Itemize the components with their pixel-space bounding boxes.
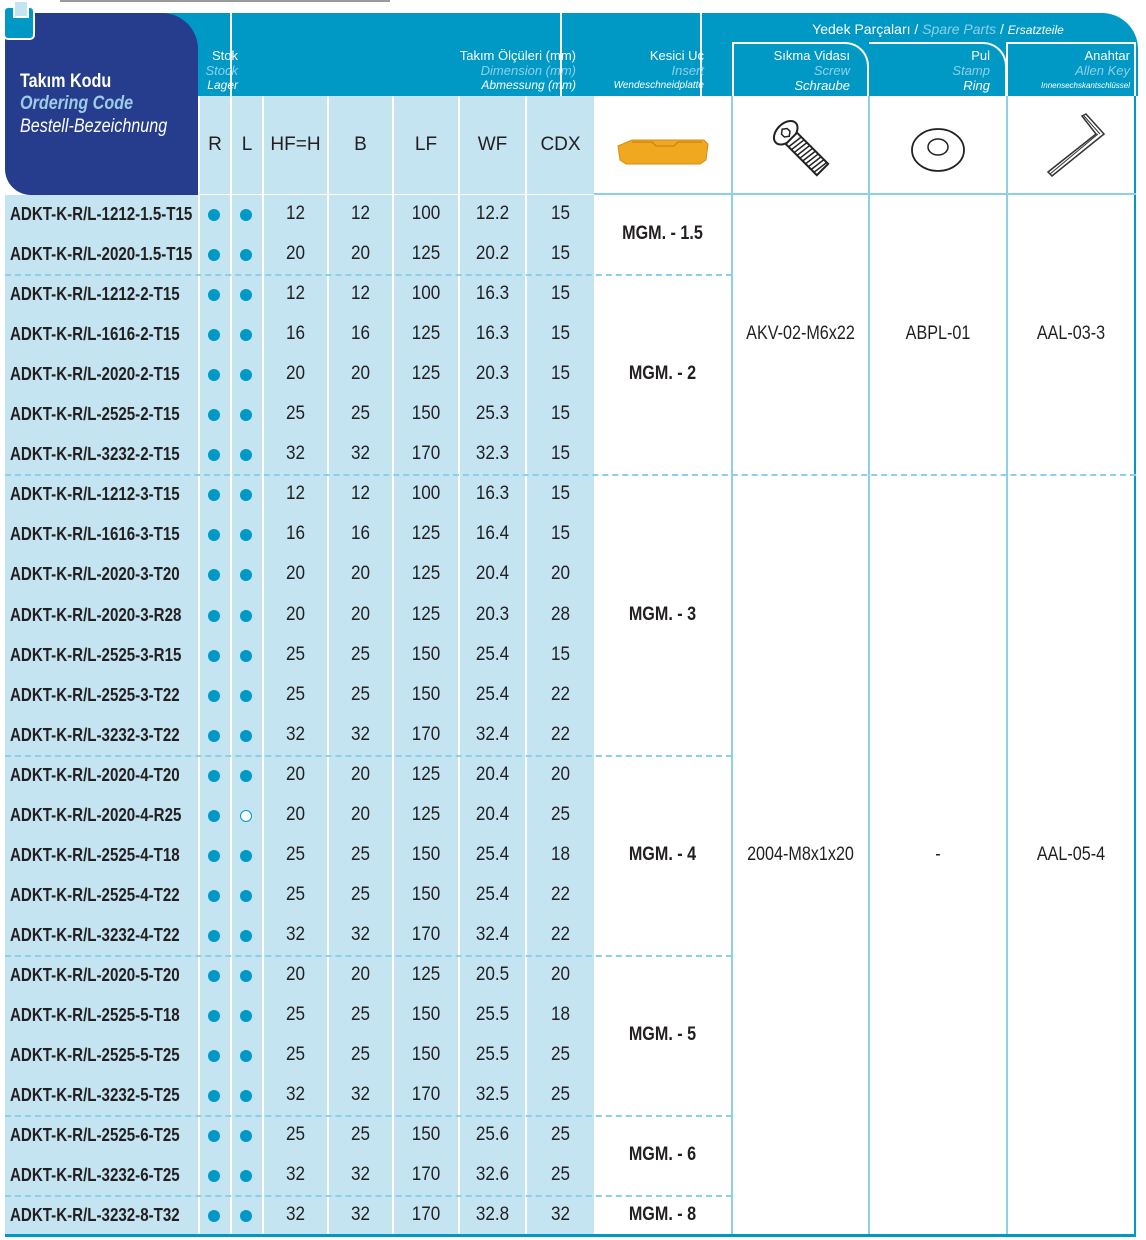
cell-cdx: 15 (550, 443, 571, 465)
stock-filled-dot-icon (208, 209, 220, 221)
stock-filled-dot-icon (240, 1010, 252, 1022)
cell-hf: 32 (285, 1164, 306, 1186)
insert-label: MGM. - 6 (628, 1144, 697, 1166)
ordering-code: ADKT-K-R/L-2020-5-T20 (10, 964, 180, 985)
cell-cdx: 22 (550, 683, 571, 705)
cell-hf: 20 (285, 363, 306, 385)
cell-b: 25 (350, 1124, 371, 1146)
cell-wf: 12.2 (475, 203, 510, 224)
cell-hf: 16 (285, 523, 306, 545)
group-divider (5, 274, 732, 276)
insert-tr: Kesici Uç (649, 48, 704, 63)
cell-hf: 32 (285, 1084, 306, 1106)
cell-cdx: 15 (550, 523, 571, 545)
divider (198, 96, 200, 1234)
cell-cdx: 22 (550, 923, 571, 945)
cell-hf: 20 (285, 243, 306, 265)
ordering-code: ADKT-K-R/L-1212-2-T15 (10, 284, 180, 305)
stock-filled-dot-icon (208, 249, 220, 261)
cell-hf: 12 (285, 283, 306, 305)
cell-lf: 150 (411, 403, 441, 425)
screw-tr: Sıkma Vidası (773, 48, 850, 63)
cell-b: 25 (350, 683, 371, 705)
allen-key-icon (1042, 110, 1112, 185)
cell-wf: 25.4 (475, 643, 510, 665)
stock-de: Lager (207, 78, 238, 92)
cell-wf: 20.5 (475, 963, 510, 985)
cell-lf: 150 (411, 683, 441, 705)
cell-lf: 150 (411, 643, 441, 665)
cell-b: 32 (350, 1164, 371, 1186)
ordering-code: ADKT-K-R/L-3232-5-T25 (10, 1085, 180, 1106)
spare-key: AAL-05-4 (1036, 843, 1106, 865)
stock-filled-dot-icon (240, 209, 252, 221)
cell-hf: 12 (285, 483, 306, 505)
cell-cdx: 25 (550, 1124, 571, 1146)
stock-filled-dot-icon (240, 650, 252, 662)
stock-filled-dot-icon (208, 1090, 220, 1102)
col-header-hf: HF=H (264, 96, 327, 194)
cell-hf: 25 (285, 683, 306, 705)
cell-hf: 25 (285, 403, 306, 425)
stock-filled-dot-icon (240, 970, 252, 982)
cell-lf: 100 (411, 483, 441, 505)
insert-label: MGM. - 1.5 (622, 223, 703, 245)
ordering-code: ADKT-K-R/L-2525-3-T22 (10, 684, 180, 705)
top-rule (60, 0, 390, 2)
cell-wf: 32.6 (475, 1164, 510, 1186)
ordering-code-header (5, 13, 198, 195)
ordering-code: ADKT-K-R/L-2020-2-T15 (10, 364, 180, 385)
cell-hf: 32 (285, 923, 306, 945)
cell-lf: 170 (411, 723, 441, 745)
spare-en: Spare Parts (922, 21, 997, 37)
cell-lf: 170 (411, 443, 441, 465)
cell-b: 20 (350, 763, 371, 785)
cell-b: 12 (350, 283, 371, 305)
spare-stamp: - (935, 843, 941, 865)
cell-lf: 100 (411, 283, 441, 305)
stock-filled-dot-icon (240, 730, 252, 742)
ordering-code: ADKT-K-R/L-2525-4-T18 (10, 844, 180, 865)
cell-b: 25 (350, 883, 371, 905)
cell-wf: 20.4 (475, 803, 510, 825)
washer-icon (908, 124, 968, 174)
cell-hf: 25 (285, 643, 306, 665)
spare-de: Ersatzteile (1007, 23, 1064, 37)
cell-hf: 20 (285, 563, 306, 585)
cell-hf: 32 (285, 1204, 306, 1226)
cell-wf: 32.4 (475, 923, 510, 945)
spare-key: AAL-03-3 (1036, 323, 1106, 345)
cell-cdx: 22 (550, 883, 571, 905)
stock-filled-dot-icon (240, 1090, 252, 1102)
key-header (1012, 48, 1130, 93)
stock-filled-dot-icon (208, 930, 220, 942)
group-divider (5, 755, 732, 757)
ordering-code: ADKT-K-R/L-1616-2-T15 (10, 324, 180, 345)
divider (594, 193, 1136, 195)
cell-b: 25 (350, 403, 371, 425)
cell-cdx: 15 (550, 483, 571, 505)
group-divider (5, 474, 1136, 476)
stock-filled-dot-icon (240, 1050, 252, 1062)
insert-de: Wendeschneidplatte (613, 80, 704, 91)
stock-filled-dot-icon (240, 289, 252, 301)
cell-wf: 25.4 (475, 883, 510, 905)
cell-hf: 20 (285, 763, 306, 785)
cell-wf: 25.5 (475, 1044, 510, 1066)
cell-wf: 16.4 (475, 523, 510, 545)
spare-screw: AKV-02-M6x22 (746, 323, 855, 345)
cell-b: 20 (350, 963, 371, 985)
cell-wf: 25.3 (475, 403, 510, 425)
cell-cdx: 25 (550, 1164, 571, 1186)
screw-header (740, 48, 850, 93)
cell-b: 20 (350, 243, 371, 265)
cell-lf: 150 (411, 1044, 441, 1066)
stock-filled-dot-icon (208, 289, 220, 301)
cell-cdx: 25 (550, 1044, 571, 1066)
ordering-code: ADKT-K-R/L-3232-3-T22 (10, 724, 180, 745)
ordering-code: ADKT-K-R/L-2020-4-R25 (10, 804, 182, 825)
spare-stamp: ABPL-01 (905, 323, 971, 345)
cell-cdx: 28 (550, 603, 571, 625)
cell-hf: 20 (285, 603, 306, 625)
cell-hf: 25 (285, 843, 306, 865)
stock-filled-dot-icon (208, 810, 220, 822)
spare-parts-header (740, 22, 1136, 38)
cell-cdx: 20 (550, 963, 571, 985)
screw-en: Screw (813, 63, 850, 78)
cell-hf: 25 (285, 883, 306, 905)
cell-lf: 125 (411, 563, 441, 585)
stock-filled-dot-icon (240, 770, 252, 782)
cell-cdx: 25 (550, 1084, 571, 1106)
insert-image (612, 130, 712, 175)
dimension-tr: Takım Ölçüleri (mm) (459, 48, 576, 63)
cell-wf: 16.3 (475, 323, 510, 345)
cell-b: 25 (350, 1004, 371, 1025)
cell-cdx: 15 (550, 243, 571, 265)
spare-screw: 2004-M8x1x20 (747, 843, 854, 865)
cell-cdx: 20 (550, 763, 571, 785)
cell-b: 20 (350, 803, 371, 825)
cell-lf: 170 (411, 1084, 441, 1106)
divider (230, 96, 232, 1234)
stock-filled-dot-icon (240, 249, 252, 261)
stock-filled-dot-icon (208, 1050, 220, 1062)
col-header-r: R (200, 96, 230, 194)
divider (1006, 96, 1008, 1234)
ordering-code: ADKT-K-R/L-1616-3-T15 (10, 524, 180, 545)
cell-cdx: 15 (550, 203, 571, 224)
ordering-code-en: Ordering Code (20, 93, 134, 114)
cell-b: 20 (350, 563, 371, 585)
stock-filled-dot-icon (208, 890, 220, 902)
insert-label: MGM. - 4 (628, 843, 697, 865)
ordering-code: ADKT-K-R/L-2525-3-R15 (10, 644, 182, 665)
cell-wf: 32.8 (475, 1204, 510, 1226)
divider (1134, 96, 1136, 1234)
stock-filled-dot-icon (208, 690, 220, 702)
cell-b: 32 (350, 1084, 371, 1106)
cell-wf: 16.3 (475, 483, 510, 505)
cell-lf: 170 (411, 923, 441, 945)
cell-hf: 25 (285, 1044, 306, 1066)
cell-wf: 25.4 (475, 843, 510, 865)
divider (868, 96, 870, 1234)
cell-b: 20 (350, 363, 371, 385)
divider (392, 96, 394, 1234)
cell-hf: 16 (285, 323, 306, 345)
cell-hf: 12 (285, 203, 306, 224)
cell-hf: 32 (285, 443, 306, 465)
col-header-lf: LF (394, 96, 458, 194)
ordering-code: ADKT-K-R/L-2020-4-T20 (10, 764, 180, 785)
tab-marker-icon (3, 6, 35, 40)
cell-lf: 125 (411, 803, 441, 825)
insert-header (600, 48, 704, 93)
group-divider (5, 1115, 732, 1117)
cell-wf: 16.3 (475, 283, 510, 305)
dimension-header (400, 48, 576, 93)
cell-b: 16 (350, 323, 371, 345)
cell-wf: 20.3 (475, 603, 510, 625)
divider (262, 96, 264, 1234)
insert-label: MGM. - 2 (628, 363, 697, 385)
cell-wf: 20.3 (475, 363, 510, 385)
cell-lf: 125 (411, 323, 441, 345)
ordering-code: ADKT-K-R/L-2020-1.5-T15 (10, 244, 193, 265)
ordering-code: ADKT-K-R/L-2525-2-T15 (10, 404, 180, 425)
screw-de: Schraube (794, 78, 850, 93)
ordering-code: ADKT-K-R/L-2525-4-T22 (10, 884, 180, 905)
spare-sep: / (910, 21, 923, 37)
key-tr: Anahtar (1084, 48, 1130, 63)
ordering-code: ADKT-K-R/L-3232-8-T32 (10, 1205, 180, 1226)
insert-label: MGM. - 3 (628, 603, 697, 625)
ordering-code-de: Bestell-Bezeichnung (20, 116, 168, 137)
spare-tr: Yedek Parçaları (812, 21, 911, 37)
table-body-bg (5, 195, 594, 1234)
cell-cdx: 18 (550, 843, 571, 865)
ordering-code: ADKT-K-R/L-2020-3-R28 (10, 604, 182, 625)
cell-wf: 25.4 (475, 683, 510, 705)
ordering-code-tr: Takım Kodu (20, 71, 112, 92)
cell-cdx: 15 (550, 363, 571, 385)
stock-filled-dot-icon (240, 850, 252, 862)
stock-filled-dot-icon (208, 650, 220, 662)
stock-filled-dot-icon (240, 690, 252, 702)
cell-cdx: 25 (550, 803, 571, 825)
ordering-code: ADKT-K-R/L-2525-6-T25 (10, 1125, 180, 1146)
cell-lf: 125 (411, 243, 441, 265)
cell-wf: 20.4 (475, 563, 510, 585)
cell-lf: 125 (411, 963, 441, 985)
col-header-b: B (329, 96, 392, 194)
cell-b: 25 (350, 1044, 371, 1066)
cell-hf: 20 (285, 963, 306, 985)
cell-wf: 32.3 (475, 443, 510, 465)
cell-cdx: 32 (550, 1204, 571, 1226)
stock-filled-dot-icon (208, 1010, 220, 1022)
divider (525, 96, 527, 1234)
cell-cdx: 20 (550, 563, 571, 585)
spare-sep: / (996, 21, 1008, 37)
cell-cdx: 15 (550, 643, 571, 665)
cell-lf: 170 (411, 1164, 441, 1186)
cell-hf: 25 (285, 1124, 306, 1146)
stock-open-dot-icon (240, 810, 252, 822)
cell-wf: 32.5 (475, 1084, 510, 1106)
cell-cdx: 15 (550, 283, 571, 305)
cell-cdx: 18 (550, 1004, 571, 1025)
cell-cdx: 15 (550, 403, 571, 425)
ordering-code: ADKT-K-R/L-1212-1.5-T15 (10, 204, 193, 224)
cell-cdx: 22 (550, 723, 571, 745)
stock-filled-dot-icon (208, 730, 220, 742)
cell-lf: 125 (411, 763, 441, 785)
stamp-tr: Pul (971, 48, 990, 63)
cell-hf: 25 (285, 1004, 306, 1025)
divider (731, 96, 733, 1234)
cell-b: 16 (350, 523, 371, 545)
cell-lf: 150 (411, 843, 441, 865)
cell-hf: 20 (285, 803, 306, 825)
cell-b: 25 (350, 643, 371, 665)
stock-filled-dot-icon (240, 610, 252, 622)
cell-b: 25 (350, 843, 371, 865)
cell-lf: 170 (411, 1204, 441, 1226)
divider (327, 96, 329, 1234)
stamp-header (880, 48, 990, 93)
insert-label: MGM. - 5 (628, 1024, 697, 1046)
cell-b: 20 (350, 603, 371, 625)
stock-tr: Stok (211, 48, 238, 63)
cell-wf: 25.6 (475, 1124, 510, 1146)
cell-b: 32 (350, 443, 371, 465)
insert-label: MGM. - 8 (628, 1204, 697, 1226)
cell-b: 12 (350, 203, 371, 224)
ordering-code: ADKT-K-R/L-3232-2-T15 (10, 444, 180, 465)
cell-hf: 32 (285, 723, 306, 745)
col-header-l: L (232, 96, 262, 194)
ordering-code: ADKT-K-R/L-3232-6-T25 (10, 1165, 180, 1186)
screw-icon (765, 112, 840, 187)
cell-lf: 150 (411, 1124, 441, 1146)
ordering-code: ADKT-K-R/L-2525-5-T18 (10, 1005, 180, 1025)
stock-en: Stock (205, 63, 238, 78)
cell-b: 32 (350, 923, 371, 945)
cell-wf: 20.2 (475, 243, 510, 265)
stock-filled-dot-icon (240, 890, 252, 902)
stock-filled-dot-icon (208, 970, 220, 982)
dimension-en: Dimension (mm) (480, 63, 576, 78)
cell-lf: 125 (411, 603, 441, 625)
cell-lf: 150 (411, 1004, 441, 1025)
stamp-de: Ring (963, 78, 990, 93)
cell-b: 32 (350, 1204, 371, 1226)
stamp-en: Stamp (952, 63, 990, 78)
stock-filled-dot-icon (208, 610, 220, 622)
cell-lf: 125 (411, 523, 441, 545)
cell-lf: 125 (411, 363, 441, 385)
insert-en: Insert (671, 63, 704, 78)
key-de: Innensechskantschlüssel (1041, 81, 1130, 90)
cell-wf: 25.5 (475, 1004, 510, 1025)
cell-b: 12 (350, 483, 371, 505)
ordering-code: ADKT-K-R/L-2525-5-T25 (10, 1045, 180, 1066)
cell-b: 32 (350, 723, 371, 745)
cell-lf: 150 (411, 883, 441, 905)
ordering-code: ADKT-K-R/L-1212-3-T15 (10, 484, 180, 505)
stock-filled-dot-icon (208, 850, 220, 862)
ordering-code: ADKT-K-R/L-2020-3-T20 (10, 564, 180, 585)
cell-cdx: 15 (550, 323, 571, 345)
cell-wf: 20.4 (475, 763, 510, 785)
stock-header (200, 48, 238, 93)
group-divider (5, 1195, 732, 1197)
bottom-rule (5, 1234, 1136, 1237)
key-en: Allen Key (1075, 63, 1130, 78)
cell-lf: 100 (411, 203, 441, 224)
ordering-code: ADKT-K-R/L-3232-4-T22 (10, 924, 180, 945)
stock-filled-dot-icon (240, 930, 252, 942)
group-divider (5, 955, 732, 957)
col-header-wf: WF (460, 96, 525, 194)
cell-wf: 32.4 (475, 723, 510, 745)
divider (458, 96, 460, 1234)
col-header-cdx: CDX (527, 96, 594, 194)
dimension-de: Abmessung (mm) (481, 78, 576, 92)
stock-filled-dot-icon (208, 770, 220, 782)
